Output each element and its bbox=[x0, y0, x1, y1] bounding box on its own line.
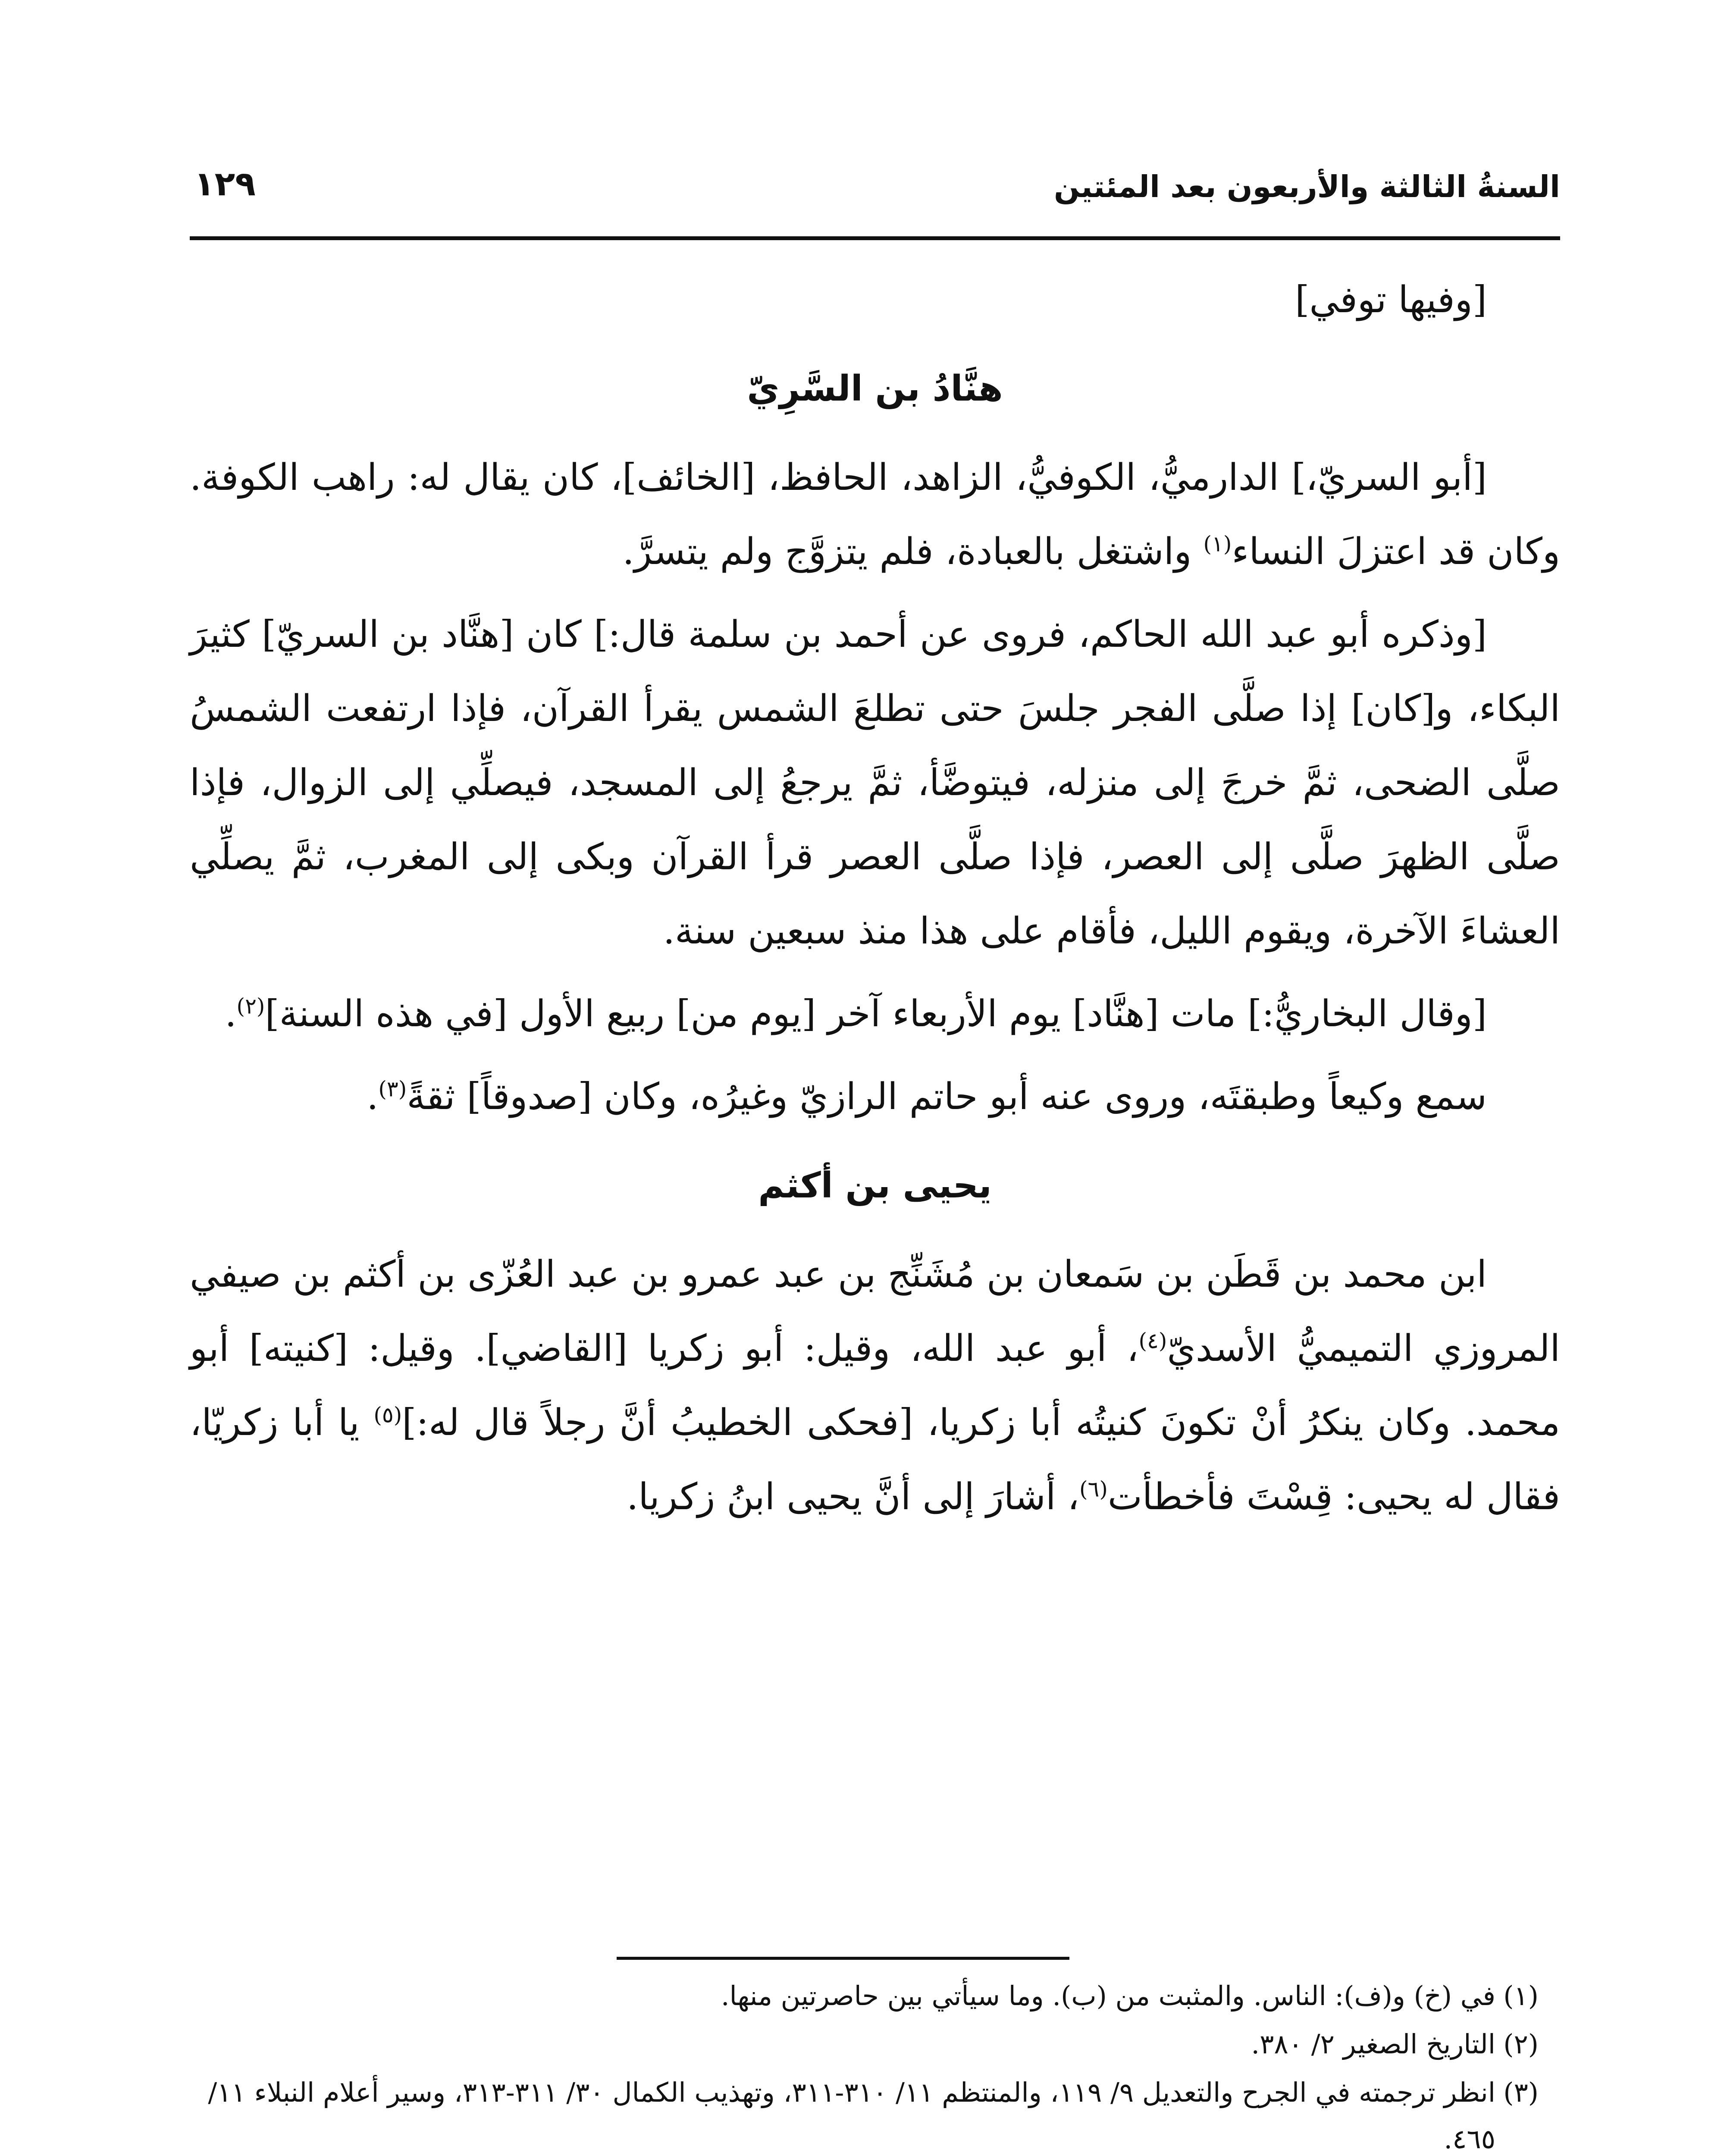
footnote-ref[interactable]: (٢) bbox=[236, 993, 265, 1019]
footnote-number: (١) bbox=[1503, 1980, 1539, 2012]
footnote-number: (٣) bbox=[1503, 2077, 1539, 2108]
footnote-ref[interactable]: (٦) bbox=[1079, 1476, 1108, 1502]
paragraph: [وذكره أبو عبد الله الحاكم، فروى عن أحمد بن سلمة قال:] كان [هنَّاد بن السريّ] كثيرَ البكاء، و[كان] إذا صلَّى الفجر جلسَ حتى تطلعَ الشمس يقرأ القرآن، فإذا ارتفعت الشمسُ صلَّى الضحى، ثمَّ خرجَ إلى منزله، فيتوضَّأ، ثمَّ يرجعُ إلى المسجد، فيصلِّي إلى الزوال، فإذا صلَّى الظهرَ صلَّى إلى العصر، فإذا صلَّى العصر قرأ القرآن وبكى إلى المغرب، ثمَّ يصلِّي العشاءَ الآخرة، ويقوم الليل، فأقام على هذا منذ سبعين سنة. bbox=[190, 613, 1560, 953]
footnote-ref[interactable]: (١) bbox=[1203, 531, 1232, 557]
running-title: السنةُ الثالثة والأربعون بعد المئتين bbox=[1054, 169, 1560, 204]
footnote-rule bbox=[617, 1957, 1069, 1960]
footnote-ref[interactable]: (٤) bbox=[1138, 1328, 1167, 1354]
footnotes bbox=[181, 1973, 1560, 2156]
running-header bbox=[190, 160, 1560, 225]
page-number: ١٢٩ bbox=[194, 165, 256, 204]
paragraph: سمع وكيعاً وطبقتَه، وروى عنه أبو حاتم الرازيّ وغيرُه، وكان [صدوقاً] ثقةً$^{(٣)}$. bbox=[367, 1075, 1487, 1118]
footnote-number: (٢) bbox=[1503, 2028, 1539, 2060]
paragraph: [أبو السريّ،] الدارميُّ، الكوفيُّ، الزاهد، الحافظ، [الخائف]، كان يقال له: راهب الكوفة. وكان قد اعتزلَ النساء$^{(١)}$ واشتغل بالعبادة، فلم يتزوَّج ولم يتسرَّ. bbox=[190, 456, 1560, 573]
header-rule bbox=[190, 236, 1560, 240]
section-heading-yahya: يحيى بن أكثم bbox=[758, 1165, 992, 1206]
intro-line: [وفيها توفي] bbox=[1295, 279, 1487, 321]
paragraph: [وقال البخاريُّ:] مات [هنَّاد] يوم الأربعاء آخر [يوم من] ربيع الأول [في هذه السنة]$^{(٢)}$. bbox=[225, 993, 1487, 1035]
footnote: (٢)التاريخ الصغير ٢/ ٣٨٠. bbox=[181, 2021, 1560, 2068]
paragraph: ابن محمد بن قَطَن بن سَمعان بن مُشَنِّج بن عبد عمرو بن عبد العُزّى بن أكثم بن صيفي المروزي التميميُّ الأسديّ$^{(٤)}$، أبو عبد الله، وقيل: أبو زكريا [القاضي]. وقيل: [كنيته] أبو محمد. وكان ينكرُ أنْ تكونَ كنيتُه أبا زكريا، [فحكى الخطيبُ أنَّ رجلاً قال له:]$^{(٥)}$ يا أبا زكريّا، فقال له يحيى: قِسْتَ فأخطأت$^{(٦)}$، أشارَ إلى أنَّ يحيى ابنُ زكريا. bbox=[190, 1253, 1560, 1518]
footnote: (٣)انظر ترجمته في الجرح والتعديل ٩/ ١١٩، والمنتظم ١١/ ٣١٠-٣١١، وتهذيب الكمال ٣٠/ ٣١١-٣١٣، وسير أعلام النبلاء ١١/ ٤٦٥. bbox=[181, 2069, 1560, 2156]
section-heading-hannad: هنَّادُ بن السَّرِيّ bbox=[747, 368, 1003, 409]
footnote: (١)في (خ) و(ف): الناس. والمثبت من (ب). وما سيأتي بين حاصرتين منها. bbox=[181, 1973, 1560, 2019]
footnote-ref[interactable]: (٥) bbox=[373, 1402, 402, 1428]
main-text bbox=[190, 263, 1560, 1543]
footnote-ref[interactable]: (٣) bbox=[378, 1076, 407, 1102]
